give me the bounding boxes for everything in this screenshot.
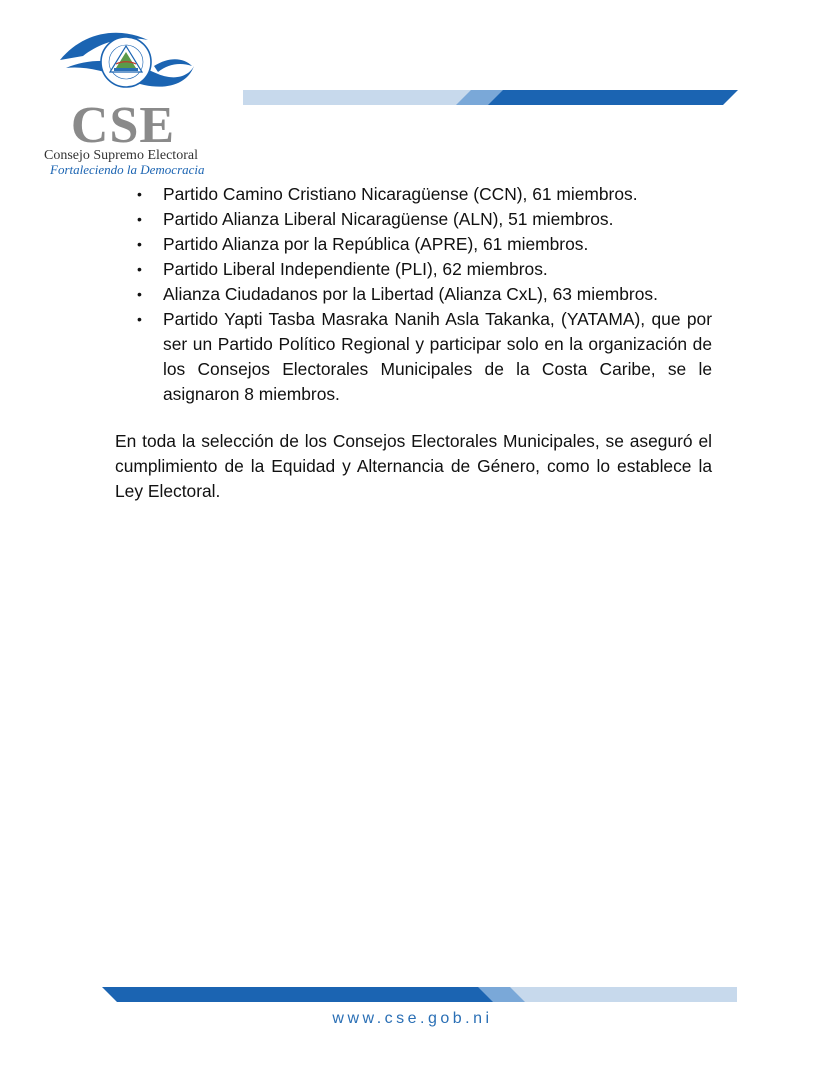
organization-name: Consejo Supremo Electoral — [44, 148, 198, 163]
footer-website-link[interactable]: www.cse.gob.ni — [332, 1010, 493, 1027]
organization-slogan: Fortaleciendo la Democracia — [50, 162, 205, 177]
header-decorative-band — [243, 90, 738, 106]
closing-paragraph: En toda la selección de los Consejos Electorales Municipales, se aseguró el cumplimiento de la Equidad y Alternancia de Género, como lo establece la Ley Electoral. — [115, 431, 712, 501]
logo-abbreviation: CSE — [70, 97, 176, 154]
list-item: • Partido Camino Cristiano Nicaragüense (CCN), 61 miembros. — [115, 182, 712, 207]
list-item: • Partido Liberal Independiente (PLI), 62 miembros. — [115, 257, 712, 282]
list-item: • Partido Alianza Liberal Nicaragüense (ALN), 51 miembros. — [115, 207, 712, 232]
list-item: • Alianza Ciudadanos por la Libertad (Alianza CxL), 63 miembros. — [115, 282, 712, 307]
list-item: • Partido Yapti Tasba Masraka Nanih Asla Takanka, (YATAMA), que por ser un Partido Político Regional y participar solo en la organización de los Consejos Electorales Municipales de la Costa Caribe, se le asignaron 8 miembros. — [115, 307, 712, 407]
cse-logo — [40, 26, 220, 176]
footer-decorative-band — [102, 987, 737, 1003]
party-list — [115, 182, 712, 407]
list-item: • Partido Alianza por la República (APRE), 61 miembros. — [115, 232, 712, 257]
coat-of-arms-icon — [58, 26, 198, 98]
document-body — [115, 182, 712, 504]
